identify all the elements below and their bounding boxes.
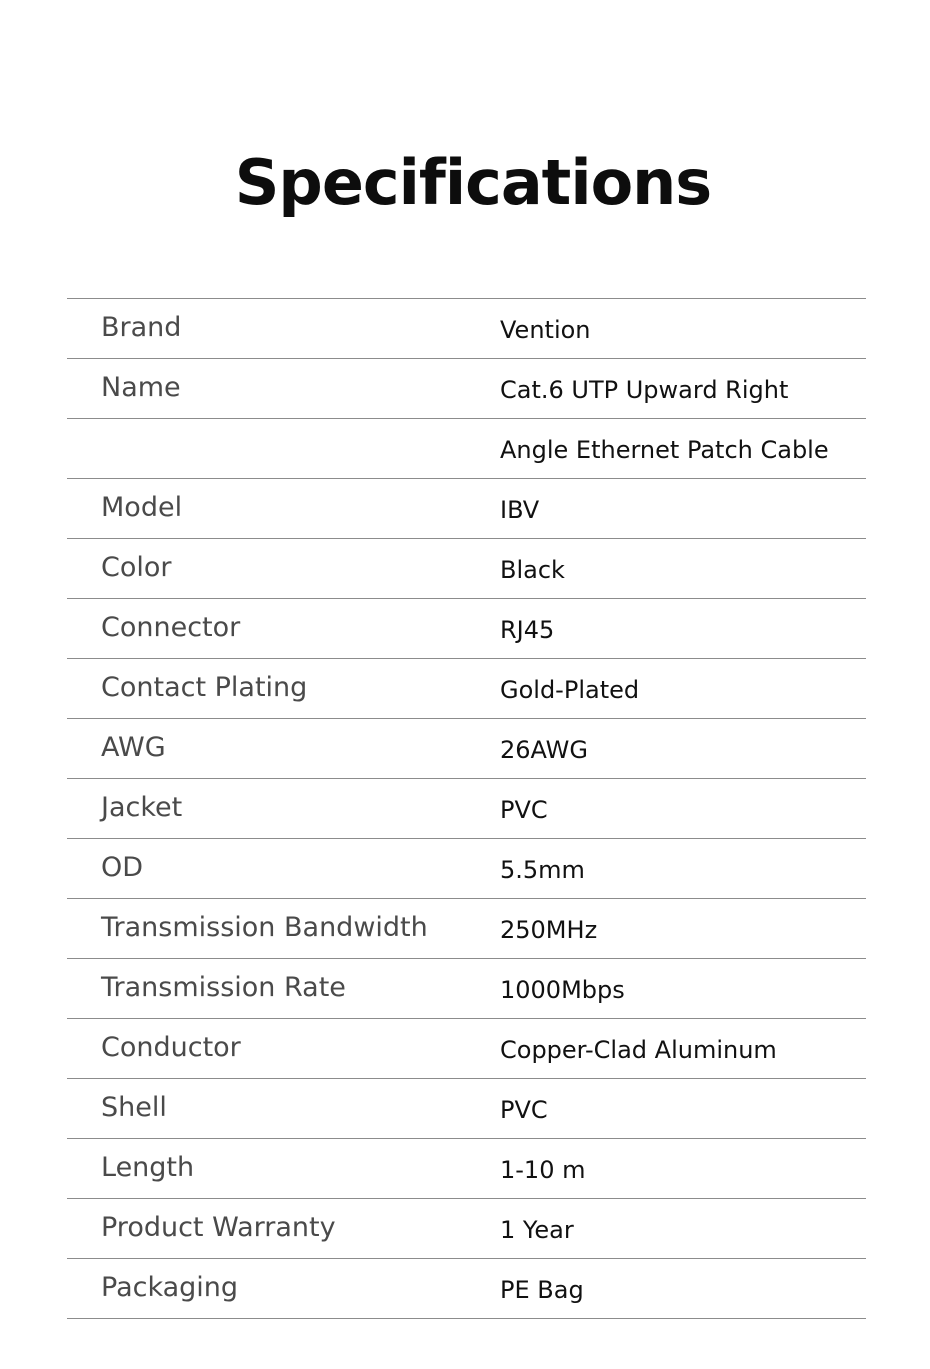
- spec-row-jacket: [67, 779, 866, 839]
- spec-value: 1000Mbps: [500, 976, 625, 1004]
- spec-value: Black: [500, 556, 565, 584]
- spec-value: 26AWG: [500, 736, 588, 764]
- spec-value: PVC: [500, 1096, 548, 1124]
- spec-label: Contact Plating: [101, 672, 308, 703]
- spec-label: Packaging: [101, 1272, 239, 1303]
- spec-row-awg: [67, 719, 866, 779]
- spec-row-name: [67, 359, 866, 419]
- spec-label: Length: [101, 1152, 195, 1183]
- spec-row-model: [67, 479, 866, 539]
- spec-value: PE Bag: [500, 1276, 584, 1304]
- spec-value: IBV: [500, 496, 540, 524]
- spec-row-brand: [67, 299, 866, 359]
- spec-label: Transmission Rate: [101, 972, 346, 1003]
- spec-row-packaging: [67, 1259, 866, 1319]
- spec-value: PVC: [500, 796, 548, 824]
- spec-row-conductor: [67, 1019, 866, 1079]
- spec-row-connector: [67, 599, 866, 659]
- spec-label: Shell: [101, 1092, 167, 1123]
- spec-label: Color: [101, 552, 172, 583]
- spec-row-od: [67, 839, 866, 899]
- spec-label: AWG: [101, 732, 166, 763]
- spec-value: 250MHz: [500, 916, 598, 944]
- spec-label: Connector: [101, 612, 241, 643]
- spec-label: Name: [101, 372, 181, 403]
- page-title: Specifications: [234, 146, 712, 219]
- spec-label: Model: [101, 492, 183, 523]
- spec-row-transmission-rate: [67, 959, 866, 1019]
- spec-label: Brand: [101, 312, 182, 343]
- spec-value: Cat.6 UTP Upward Right: [500, 376, 789, 404]
- spec-value: RJ45: [500, 616, 555, 644]
- spec-value: 1 Year: [500, 1216, 574, 1244]
- spec-value: Vention: [500, 316, 591, 344]
- spec-row-transmission-bandwidth: [67, 899, 866, 959]
- spec-value: Copper-Clad Aluminum: [500, 1036, 777, 1064]
- spec-label: Jacket: [101, 792, 183, 823]
- spec-row-product-warranty: [67, 1199, 866, 1259]
- spec-row-contact-plating: [67, 659, 866, 719]
- spec-value: 5.5mm: [500, 856, 585, 884]
- spec-value: 1-10 m: [500, 1156, 586, 1184]
- spec-value: Gold-Plated: [500, 676, 640, 704]
- spec-table: [67, 298, 866, 1319]
- spec-row-length: [67, 1139, 866, 1199]
- spec-row-shell: [67, 1079, 866, 1139]
- spec-label: Transmission Bandwidth: [101, 912, 428, 943]
- spec-label: Conductor: [101, 1032, 241, 1063]
- spec-row-name-continued: [67, 419, 866, 479]
- spec-label: OD: [101, 852, 144, 883]
- spec-row-color: [67, 539, 866, 599]
- spec-label: Product Warranty: [101, 1212, 336, 1243]
- spec-value: Angle Ethernet Patch Cable: [500, 436, 829, 464]
